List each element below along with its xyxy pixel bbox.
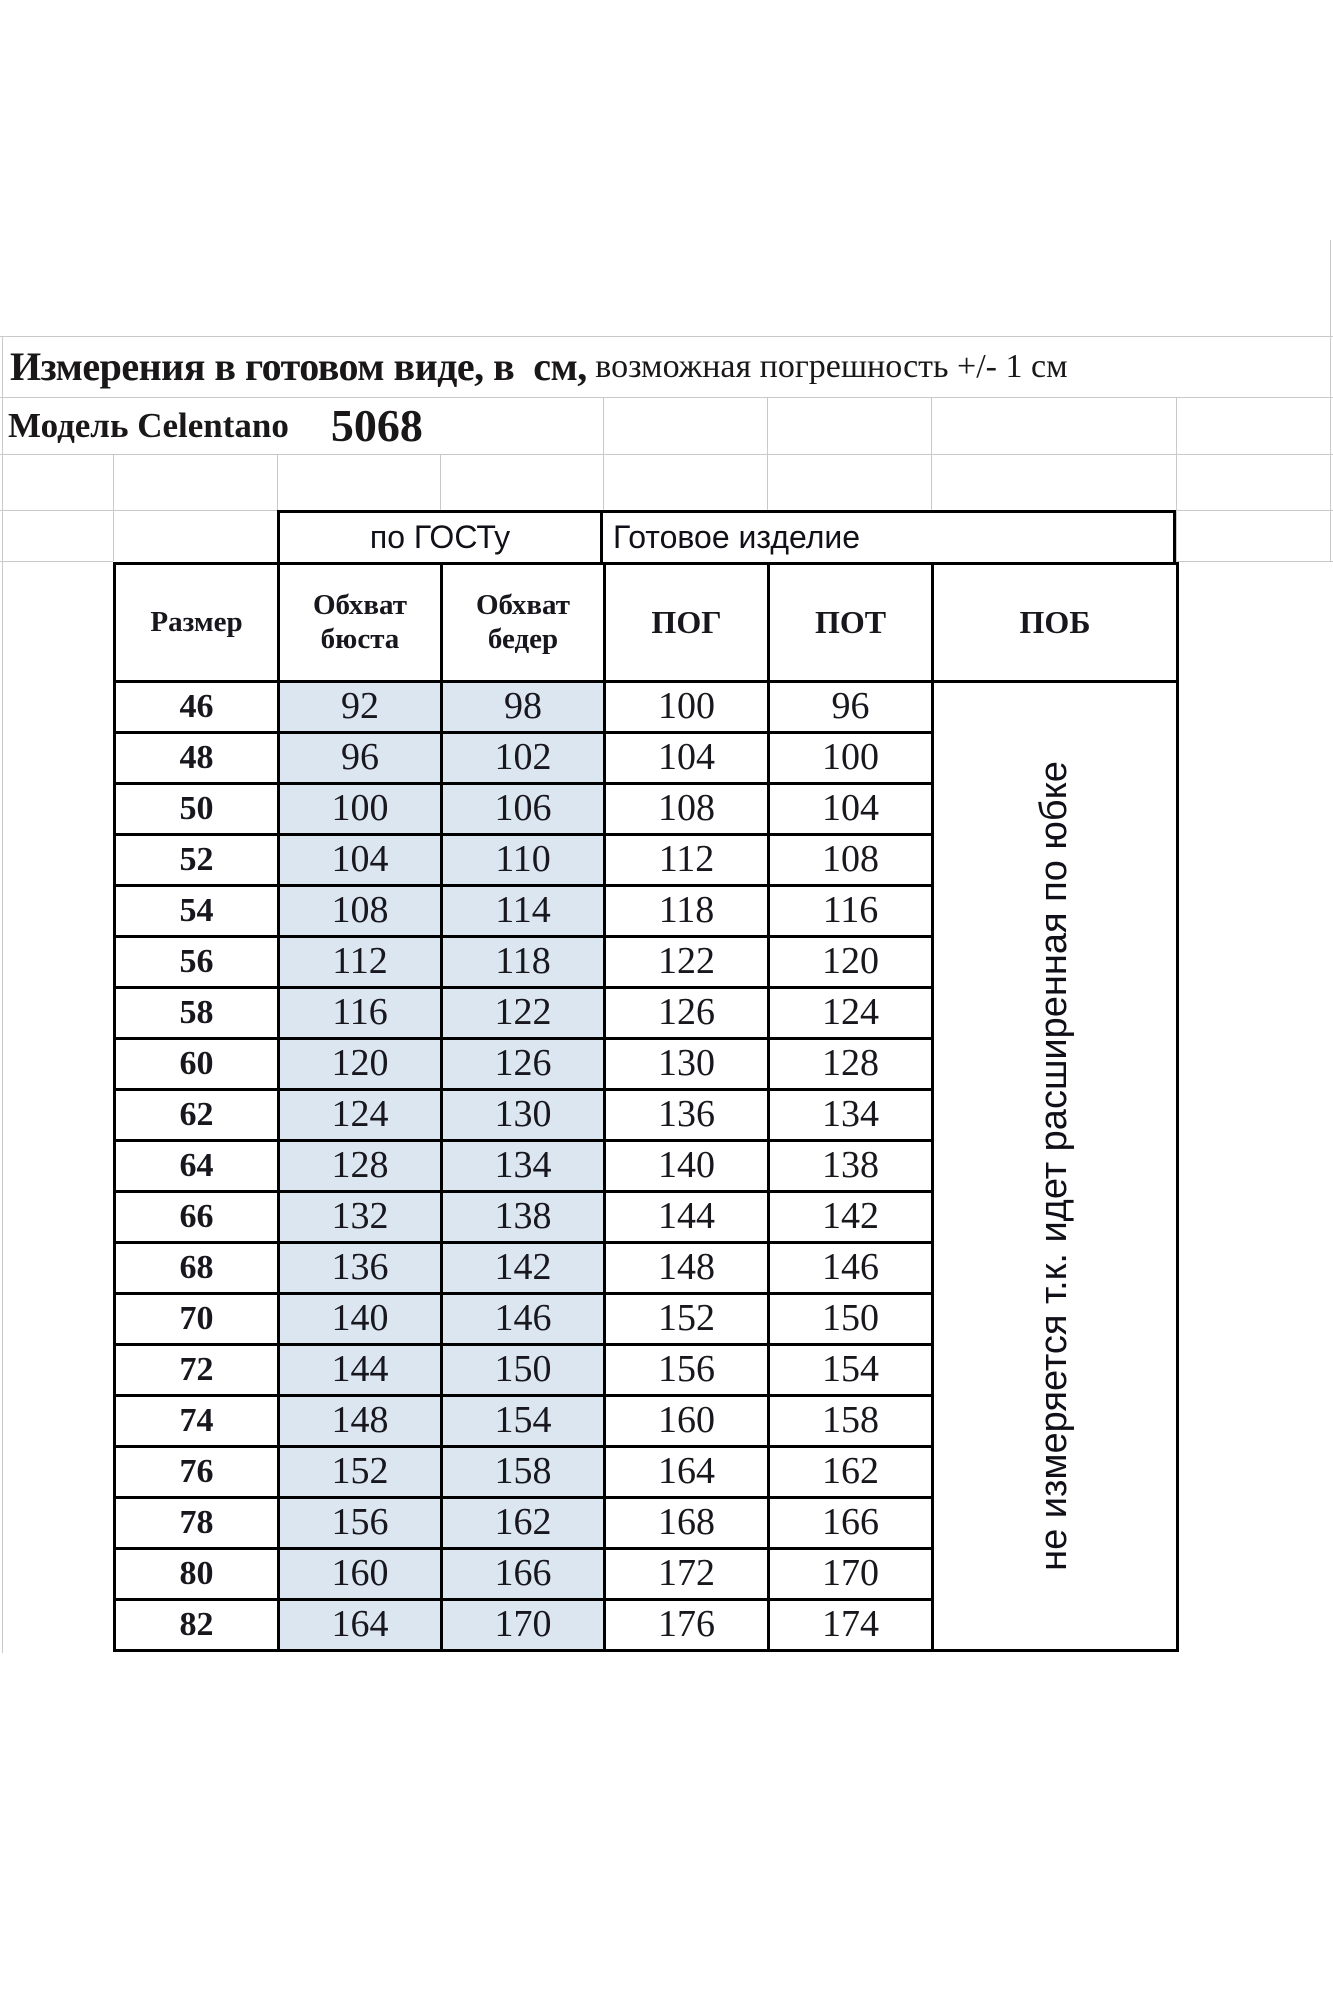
model-row	[0, 397, 1333, 454]
cell-pot: 142	[769, 1192, 933, 1243]
cell-pot: 116	[769, 886, 933, 937]
cell-pot: 124	[769, 988, 933, 1039]
header-row	[115, 564, 1178, 682]
cell-hips: 154	[442, 1396, 605, 1447]
table-row	[115, 682, 1178, 733]
cell-bust: 124	[279, 1090, 442, 1141]
cell-bust: 104	[279, 835, 442, 886]
cell-pog: 152	[605, 1294, 769, 1345]
cell-pog: 112	[605, 835, 769, 886]
col-header-pog: ПОГ	[605, 564, 769, 682]
cell-hips: 134	[442, 1141, 605, 1192]
cell-pog: 140	[605, 1141, 769, 1192]
cell-bust: 140	[279, 1294, 442, 1345]
cell-bust: 156	[279, 1498, 442, 1549]
cell-bust: 144	[279, 1345, 442, 1396]
cell-pot: 104	[769, 784, 933, 835]
cell-bust: 128	[279, 1141, 442, 1192]
cell-bust: 116	[279, 988, 442, 1039]
cell-pot: 108	[769, 835, 933, 886]
gridline	[2, 336, 3, 1653]
pob-vertical-note: не измеряется т.к. идет расширенная по юбке	[1033, 761, 1076, 1571]
cell-bust: 132	[279, 1192, 442, 1243]
col-header-pot: ПОТ	[769, 564, 933, 682]
cell-bust: 100	[279, 784, 442, 835]
cell-bust: 92	[279, 682, 442, 733]
size-table	[113, 562, 1179, 1652]
cell-size: 80	[115, 1549, 279, 1600]
cell-size: 70	[115, 1294, 279, 1345]
cell-pog: 108	[605, 784, 769, 835]
cell-pot: 170	[769, 1549, 933, 1600]
col-header-hips: Обхват бедер	[442, 564, 605, 682]
cell-size: 62	[115, 1090, 279, 1141]
cell-pog: 104	[605, 733, 769, 784]
cell-pog: 126	[605, 988, 769, 1039]
cell-pog: 136	[605, 1090, 769, 1141]
cell-pot: 120	[769, 937, 933, 988]
cell-hips: 118	[442, 937, 605, 988]
cell-pot: 154	[769, 1345, 933, 1396]
cell-pob-note	[933, 682, 1178, 1651]
cell-hips: 98	[442, 682, 605, 733]
cell-pog: 118	[605, 886, 769, 937]
col-header-pob: ПОБ	[933, 564, 1178, 682]
cell-bust: 120	[279, 1039, 442, 1090]
cell-hips: 130	[442, 1090, 605, 1141]
cell-hips: 138	[442, 1192, 605, 1243]
group-header-gost: по ГОСТу	[277, 510, 603, 562]
cell-size: 52	[115, 835, 279, 886]
cell-bust: 148	[279, 1396, 442, 1447]
sheet-title-main: Измерения в готовом виде, в см,	[10, 344, 587, 389]
cell-pot: 128	[769, 1039, 933, 1090]
cell-pog: 156	[605, 1345, 769, 1396]
cell-size: 82	[115, 1600, 279, 1651]
cell-pog: 160	[605, 1396, 769, 1447]
cell-hips: 146	[442, 1294, 605, 1345]
cell-pog: 100	[605, 682, 769, 733]
cell-size: 68	[115, 1243, 279, 1294]
cell-pot: 158	[769, 1396, 933, 1447]
model-label: Модель Celentano	[8, 405, 289, 445]
cell-size: 54	[115, 886, 279, 937]
cell-size: 58	[115, 988, 279, 1039]
cell-bust: 152	[279, 1447, 442, 1498]
cell-pot: 166	[769, 1498, 933, 1549]
cell-size: 74	[115, 1396, 279, 1447]
cell-size: 46	[115, 682, 279, 733]
model-number: 5068	[330, 400, 423, 451]
cell-pog: 164	[605, 1447, 769, 1498]
cell-bust: 112	[279, 937, 442, 988]
gridline	[1176, 561, 1333, 562]
cell-pot: 174	[769, 1600, 933, 1651]
cell-pot: 162	[769, 1447, 933, 1498]
cell-size: 76	[115, 1447, 279, 1498]
cell-size: 50	[115, 784, 279, 835]
cell-bust: 160	[279, 1549, 442, 1600]
size-table-body	[115, 682, 1178, 1651]
cell-size: 64	[115, 1141, 279, 1192]
cell-hips: 110	[442, 835, 605, 886]
cell-bust: 164	[279, 1600, 442, 1651]
cell-pot: 150	[769, 1294, 933, 1345]
cell-pog: 144	[605, 1192, 769, 1243]
cell-pog: 172	[605, 1549, 769, 1600]
cell-hips: 166	[442, 1549, 605, 1600]
col-header-bust: Обхват бюста	[279, 564, 442, 682]
sheet-title-tolerance: возможная погрешность +/- 1 см	[586, 347, 1068, 385]
cell-size: 60	[115, 1039, 279, 1090]
cell-hips: 162	[442, 1498, 605, 1549]
cell-size: 72	[115, 1345, 279, 1396]
cell-pog: 130	[605, 1039, 769, 1090]
cell-pot: 134	[769, 1090, 933, 1141]
cell-size: 66	[115, 1192, 279, 1243]
gridline	[113, 454, 114, 561]
cell-pot: 100	[769, 733, 933, 784]
cell-hips: 126	[442, 1039, 605, 1090]
cell-pot: 96	[769, 682, 933, 733]
cell-bust: 136	[279, 1243, 442, 1294]
cell-hips: 150	[442, 1345, 605, 1396]
cell-hips: 114	[442, 886, 605, 937]
sheet-title	[0, 336, 1333, 397]
cell-pog: 176	[605, 1600, 769, 1651]
gridline	[440, 454, 441, 510]
cell-hips: 122	[442, 988, 605, 1039]
gridline	[277, 454, 278, 510]
cell-hips: 142	[442, 1243, 605, 1294]
cell-pot: 138	[769, 1141, 933, 1192]
cell-bust: 108	[279, 886, 442, 937]
cell-size: 78	[115, 1498, 279, 1549]
cell-bust: 96	[279, 733, 442, 784]
cell-pog: 122	[605, 937, 769, 988]
gridline	[0, 454, 1333, 455]
cell-hips: 106	[442, 784, 605, 835]
cell-hips: 158	[442, 1447, 605, 1498]
cell-hips: 170	[442, 1600, 605, 1651]
cell-hips: 102	[442, 733, 605, 784]
cell-pog: 168	[605, 1498, 769, 1549]
cell-pot: 146	[769, 1243, 933, 1294]
cell-size: 48	[115, 733, 279, 784]
col-header-size: Размер	[115, 564, 279, 682]
gridline	[0, 561, 113, 562]
group-header-ready-product: Готовое изделие	[603, 510, 1176, 562]
cell-pog: 148	[605, 1243, 769, 1294]
cell-size: 56	[115, 937, 279, 988]
